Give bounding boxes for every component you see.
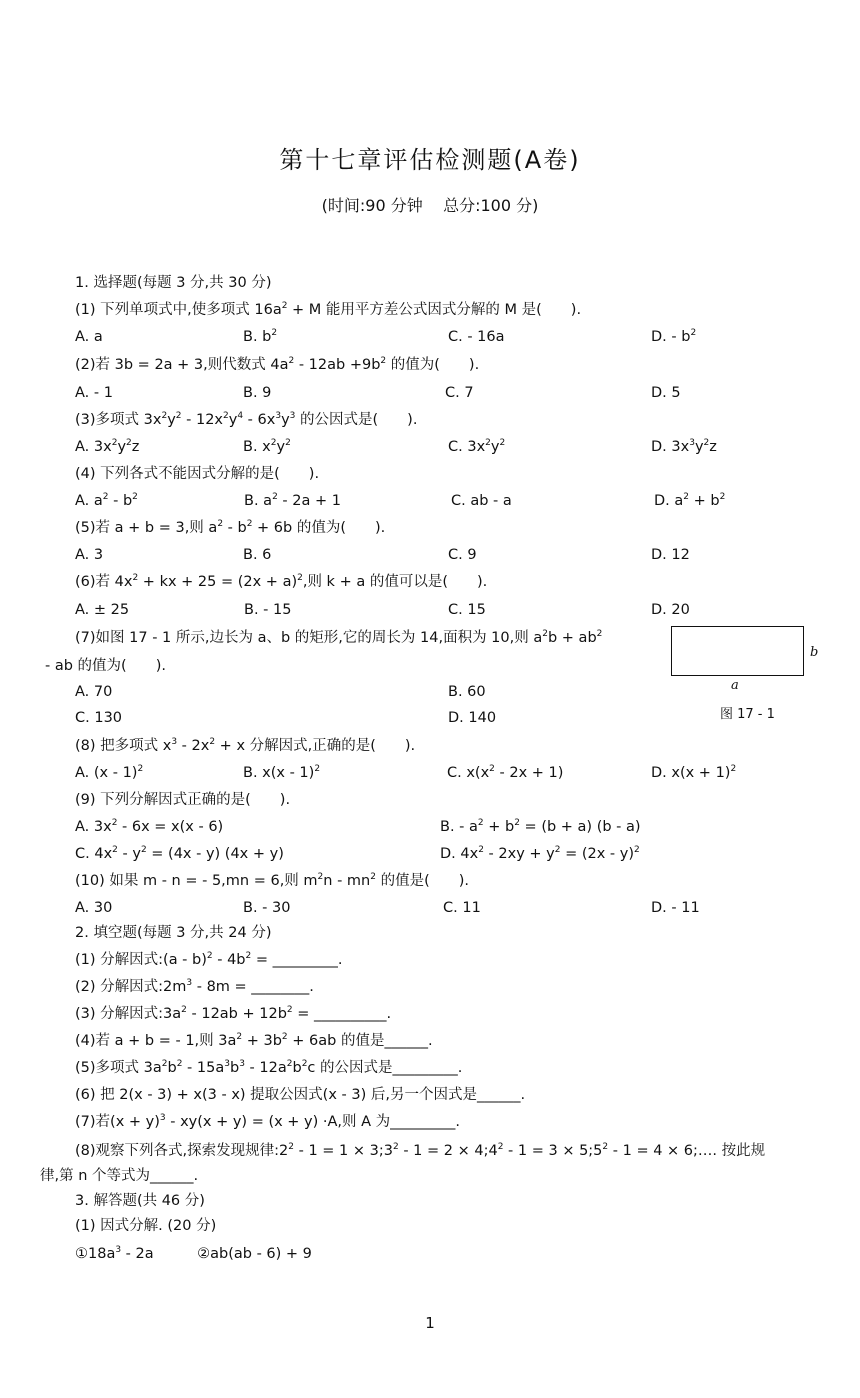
question-2-6: (6) 把 2(x - 3) + x(3 - x) 提取公因式(x - 3) 后,另一个因式是______. xyxy=(75,1087,526,1103)
option-c: C. $x(x^2 - 2x + 1)$ xyxy=(447,764,564,781)
fig-label-b: b xyxy=(810,645,819,660)
question-2-1: (1) 分解因式:(a - $b)^2 - 4b^2$ = _________. xyxy=(75,951,343,968)
fig-label-a: a xyxy=(731,678,739,693)
question-1-6: (6)若 $4x^2$ + kx + $25 = (2x + a)^2$,则 k + a 的值可以是( ). xyxy=(75,573,488,590)
question-2-4: (4)若 a + b = - 1,则 $3a^2 + 3b^2 + 6ab$ 的值是______. xyxy=(75,1032,433,1049)
section-1-heading: 1. 选择题(每题 3 分,共 30 分) xyxy=(75,275,272,291)
option-c: C. 7 xyxy=(445,385,474,401)
question-1-8: (8) 把多项式 $x^3 - 2x^2 + x$ 分解因式,正确的是( ). xyxy=(75,737,416,754)
question-1-7-cont: - ab 的值为( ). xyxy=(45,658,166,674)
question-1-9: (9) 下列分解因式正确的是( ). xyxy=(75,792,291,808)
option-a: A. - 1 xyxy=(75,385,113,401)
option-c: C. 130 xyxy=(75,710,123,726)
question-1-5: (5)若 a + b = 3,则 $a^2 - b^2 + 6b$ 的值为( ). xyxy=(75,519,386,536)
option-c: C. 9 xyxy=(448,547,477,563)
question-1-2: (2)若 3b = 2a + 3,则代数式 $4a^2 - 12ab +9b^2$ 的值为( ). xyxy=(75,356,480,373)
option-b: B. - $a^2 + b^2 = (b + a)$ (b - a) xyxy=(440,818,641,835)
question-2-8-cont: 律,第 n 个等式为______. xyxy=(40,1168,199,1184)
option-a: A. a xyxy=(75,329,103,345)
option-d: D. - 11 xyxy=(651,900,700,916)
question-1-10: (10) 如果 m - n = - 5,mn = 6,则 $m^2n - mn^2$ 的值是( ). xyxy=(75,872,470,889)
option-d: D. 12 xyxy=(651,547,690,563)
option-c: C. - 16a xyxy=(448,329,505,345)
option-b: B. - 30 xyxy=(243,900,291,916)
section-2-heading: 2. 填空题(每题 3 分,共 24 分) xyxy=(75,925,272,941)
question-1-7: (7)如图 17 - 1 所示,边长为 a、b 的矩形,它的周长为 14,面积为 10,则 $a^2b + ab^2$ xyxy=(75,629,603,646)
option-a: A. $3x^2y^2z$ xyxy=(75,438,140,455)
rectangle-figure xyxy=(671,626,804,676)
question-3-1-items: $①18a^3 - 2a$ ②ab(ab - 6) + 9 xyxy=(75,1245,312,1262)
question-2-7: (7)若$(x + y)^3 - xy(x + y) = (x + y) \cdot A$,则 A 为_________. xyxy=(75,1113,461,1130)
question-2-5: (5)多项式 $3a^2b^2 - 15a^3b^3 - 12a^2b^2c$ 的公因式是_________. xyxy=(75,1059,463,1076)
option-a: A. 70 xyxy=(75,684,113,700)
option-a: A. $3x^2 - 6x = x(x - 6)$ xyxy=(75,818,224,835)
question-3-1: (1) 因式分解. (20 分) xyxy=(75,1218,217,1234)
option-a: A. ± 25 xyxy=(75,602,130,618)
question-1-4: (4) 下列各式不能因式分解的是( ). xyxy=(75,466,320,482)
question-2-2: (2) 分解因式$:2m^3 - 8m$ = ________. xyxy=(75,978,314,995)
option-b: B. $a^2 - 2a + 1$ xyxy=(244,492,341,509)
option-d: D. 140 xyxy=(448,710,497,726)
option-b: B. $x^2y^2$ xyxy=(243,438,291,455)
option-d: D. $a^2 + b^2$ xyxy=(654,492,726,509)
exam-info: (时间:90 分钟 总分:100 分) xyxy=(321,196,539,215)
figure-caption: 图 17 - 1 xyxy=(720,707,775,722)
option-c: C. $4x^2 - y^2 = (4x - y) (4x + y)$ xyxy=(75,845,284,862)
option-b: B. - 15 xyxy=(244,602,292,618)
option-d: D. - $b^2$ xyxy=(651,328,697,345)
page-title: 第十七章评估检测题(A卷) xyxy=(279,146,581,174)
option-d: D. $3x^3y^2z$ xyxy=(651,438,717,455)
question-2-3: (3) 分解因式$:3a^2 - 12ab + 12b^2$ = __________. xyxy=(75,1005,392,1022)
option-c: C. ab - a xyxy=(451,493,512,509)
option-a: A. 30 xyxy=(75,900,113,916)
option-d: D. 5 xyxy=(651,385,681,401)
option-b: B. 60 xyxy=(448,684,486,700)
option-c: C. 11 xyxy=(443,900,481,916)
option-b: B. 9 xyxy=(243,385,272,401)
option-b: B. $b^2$ xyxy=(243,328,278,345)
option-a: A. (x - 1)$^2$ xyxy=(75,764,144,781)
question-1-1: (1) 下列单项式中,使多项式 $16a^2 + M$ 能用平方差公式因式分解的 M 是( ). xyxy=(75,301,582,318)
page-number: 1 xyxy=(425,1314,435,1332)
option-a: A. 3 xyxy=(75,547,104,563)
question-1-3: (3)多项式 $3x^2y^2 - 12x^2y^4 - 6x^3y^3$ 的公因式是( ). xyxy=(75,411,418,428)
option-d: D. $4x^2 - 2xy + y^2 = (2x - y)^2$ xyxy=(440,845,640,862)
option-a: A. $a^2 - b^2$ xyxy=(75,492,138,509)
option-d: D. 20 xyxy=(651,602,690,618)
option-d: D. $x(x + 1)^2$ xyxy=(651,764,737,781)
option-b: B. 6 xyxy=(243,547,272,563)
section-3-heading: 3. 解答题(共 46 分) xyxy=(75,1193,205,1209)
question-2-8: (8)观察下列各式,探索发现规律$:2^2 - 1 = 1$ × $3;3^2 - 1 = 2$ × $4;4^2 - 1 = 3$ × $5;5^2 - 1 = 4$ × 6;…. 按此规 xyxy=(75,1142,766,1159)
option-c: C. $3x^2y^2$ xyxy=(448,438,506,455)
option-c: C. 15 xyxy=(448,602,486,618)
option-b: B. x(x - 1)$^2$ xyxy=(243,764,321,781)
